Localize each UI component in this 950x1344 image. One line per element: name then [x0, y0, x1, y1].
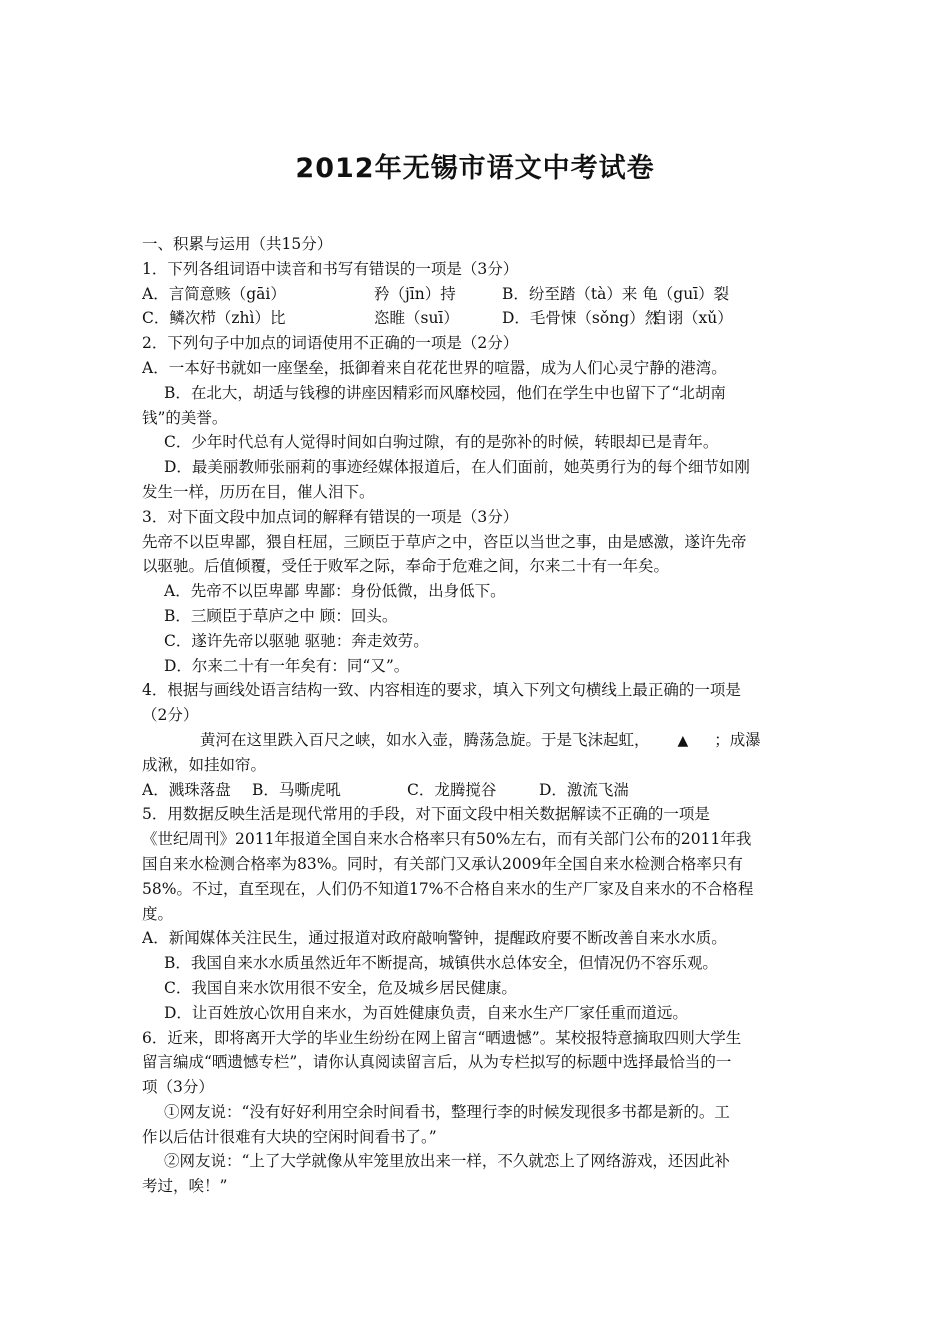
q6-message-1-line2: 作以后估计很难有大块的空闲时间看书了。”	[142, 1127, 437, 1146]
q1-option-d-part2: 自诩（xǔ）	[652, 309, 733, 328]
q4-option-b: B．马嘶虎吼	[252, 780, 341, 799]
q2-option-c: C．少年时代总有人觉得时间如白驹过隙，有的是弥补的时候，转眼却已是青年。	[164, 433, 719, 452]
question-1-options-row-2	[142, 306, 810, 331]
q1-option-c-part1: C．鳞次栉（zhì）比	[142, 309, 286, 328]
q3-option-c: C．遂许先帝以驱驰 驱驰：奔走效劳。	[164, 631, 429, 650]
q5-option-c: C．我国自来水饮用很不安全，危及城乡居民健康。	[164, 978, 517, 997]
question-4-options	[142, 778, 810, 803]
q5-option-b: B．我国自来水水质虽然近年不断提高，城镇供水总体安全，但情况仍不容乐观。	[164, 954, 718, 973]
q5-option-d: D．让百姓放心饮用自来水，为百姓健康负责，自来水生产厂家任重而道远。	[164, 1003, 688, 1022]
q2-option-a: A．一本好书就如一座堡垒，抵御着来自花花世界的喧嚣，成为人们心灵宁静的港湾。	[142, 358, 727, 377]
q6-message-2-line1: ②网友说：“上了大学就像从牢笼里放出来一样，不久就恋上了网络游戏，还因此补	[164, 1152, 730, 1171]
q6-message-1-line1: ①网友说：“没有好好利用空余时间看书，整理行李的时候发现很多书都是新的。工	[164, 1102, 730, 1121]
q5-passage-line3: 58%。不过，直至现在，人们仍不知道17%不合格自来水的生产厂家及自来水的不合格程	[142, 879, 754, 898]
section-heading: 一、积累与运用（共15分）	[142, 235, 333, 253]
page-title: 2012年无锡市语文中考试卷	[295, 153, 655, 184]
exam-content	[142, 232, 810, 1199]
q1-option-a-part1: A．言简意赅（gāi）	[142, 284, 286, 303]
triangle-blank-icon: ▲	[677, 732, 689, 749]
q1-option-a-part2: 矜（jīn）持	[374, 284, 456, 303]
question-3-stem: 3．对下面文段中加点词的解释有错误的一项是（3分）	[142, 507, 519, 526]
q2-option-b-line1: B．在北大，胡适与钱穆的讲座因精彩而风靡校园，他们在学生中也留下了“北胡南	[164, 383, 726, 402]
q3-option-b: B．三顾臣于草庐之中 顾：回头。	[164, 606, 398, 625]
question-6-stem-line1: 6．近来，即将离开大学的毕业生纷纷在网上留言“晒遗憾”。某校报特意摘取四则大学生	[142, 1028, 742, 1047]
q3-option-a: A．先帝不以臣卑鄙 卑鄙：身份低微，出身低下。	[164, 582, 506, 601]
q1-option-c-part2: 恣睢（suī）	[374, 309, 459, 328]
question-1-options-row-1	[142, 282, 810, 307]
question-6-stem-line2: 留言编成“晒遗憾专栏”，请你认真阅读留言后，从为专栏拟写的标题中选择最恰当的一	[142, 1053, 732, 1072]
question-4-stem-line1: 4．根据与画线处语言结构一致、内容相连的要求，填入下列文句横线上最正确的一项是	[142, 681, 741, 700]
q5-option-a: A．新闻媒体关注民生，通过报道对政府敲响警钟，提醒政府要不断改善自来水水质。	[142, 929, 727, 948]
q2-option-b-line2: 钱”的美誉。	[142, 408, 228, 427]
q4-passage-line2: 成湫，如挂如帘。	[142, 755, 267, 774]
question-1-stem: 1．下列各组词语中读音和书写有错误的一项是（3分）	[142, 259, 519, 278]
q4-option-a: A．溅珠落盘	[142, 780, 231, 799]
q4-passage-text-tail: ；成瀑	[714, 730, 761, 749]
q2-option-d-line1: D．最美丽教师张丽莉的事迹经媒体报道后，在人们面前，她英勇行为的每个细节如刚	[164, 458, 750, 477]
q3-passage-line1: 先帝不以臣卑鄙，猥自枉屈，三顾臣于草庐之中，咨臣以当世之事，由是感激，遂许先帝	[142, 532, 747, 551]
q2-option-d-line2: 发生一样，历历在目，催人泪下。	[142, 482, 375, 501]
q5-passage-line4: 度。	[142, 904, 174, 923]
q1-option-b: B．纷至踏（tà）来 龟（guī）裂	[502, 284, 730, 303]
q4-option-d: D．激流飞湍	[539, 780, 629, 799]
q5-passage-line2: 国自来水检测合格率为83%。同时，有关部门又承认2009年全国自来水检测合格率只有	[142, 854, 743, 873]
q4-option-c: C．龙腾搅谷	[407, 780, 497, 799]
question-6-stem-line3: 项（3分）	[142, 1078, 214, 1097]
q1-option-d-part1: D．毛骨悚（sǒng）然	[502, 309, 661, 328]
q4-passage-line1	[142, 728, 810, 753]
question-4-stem-line2: （2分）	[142, 706, 199, 725]
question-5-stem: 5．用数据反映生活是现代常用的手段，对下面文段中相关数据解读不正确的一项是	[142, 805, 710, 824]
question-2-stem: 2．下列句子中加点的词语使用不正确的一项是（2分）	[142, 334, 519, 353]
q3-option-d: D．尔来二十有一年矣有：同“又”。	[164, 656, 410, 675]
q5-passage-line1: 《世纪周刊》2011年报道全国自来水合格率只有50%左右，而有关部门公布的2011年我	[142, 830, 752, 849]
q4-passage-text: 黄河在这里跌入百尺之峡，如水入壶，腾荡急旋。于是飞沫起虹，	[200, 730, 650, 749]
q3-passage-line2: 以驱驰。后值倾覆，受任于败军之际，奉命于危难之间，尔来二十有一年矣。	[142, 557, 670, 576]
q6-message-2-line2: 考过，唉！”	[142, 1177, 228, 1196]
